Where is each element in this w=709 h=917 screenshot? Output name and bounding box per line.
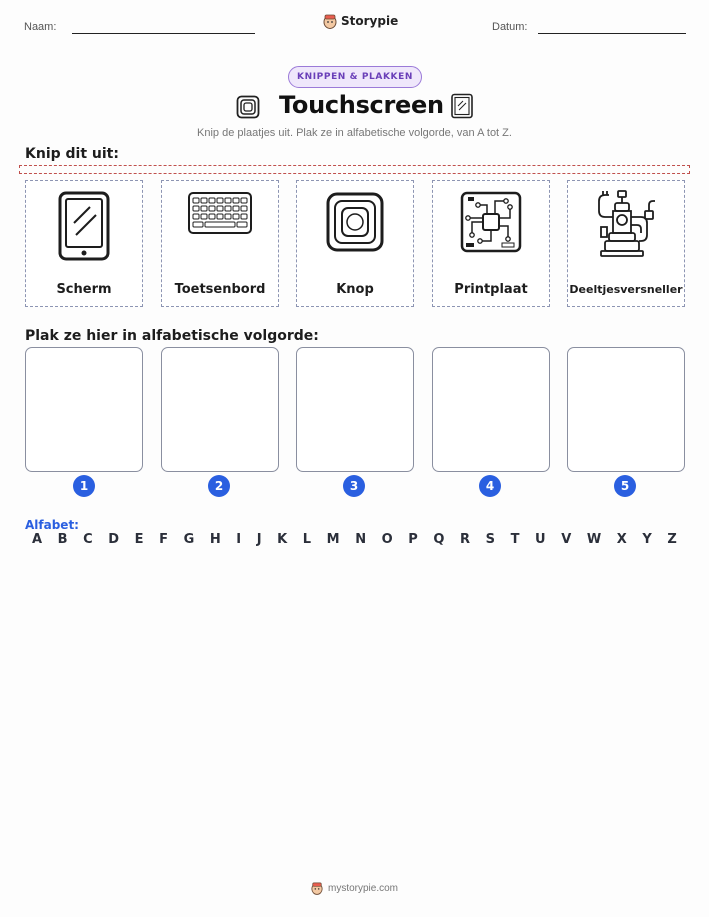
alphabet-letter: T <box>510 532 520 547</box>
instructions: Knip de plaatjes uit. Plak ze in alfabetische volgorde, van A tot Z. <box>197 127 512 139</box>
keyboard-icon <box>187 189 253 239</box>
alphabet-row <box>25 532 685 550</box>
card-label: Printplaat <box>454 282 528 297</box>
card-label: Scherm <box>56 282 112 297</box>
alphabet-letter: M <box>326 532 340 547</box>
alphabet-letter: F <box>159 532 168 547</box>
cut-card-knop[interactable] <box>296 180 414 307</box>
alphabet-letter: B <box>57 532 68 547</box>
brand-logo <box>323 13 398 29</box>
alphabet-letter: N <box>355 532 367 547</box>
alphabet-letter: Q <box>433 532 445 547</box>
alphabet-letter: L <box>302 532 312 547</box>
card-label: Knop <box>336 282 374 297</box>
alphabet-letter: P <box>408 532 418 547</box>
alphabet-letter: D <box>108 532 120 547</box>
button-icon <box>236 95 260 119</box>
slot-number-1: 1 <box>73 475 95 497</box>
alphabet-letter: E <box>134 532 144 547</box>
activity-badge: KNIPPEN & PLAKKEN <box>288 66 422 88</box>
alphabet-letter: K <box>277 532 288 547</box>
alphabet-letter: U <box>535 532 546 547</box>
slot-number-2: 2 <box>208 475 230 497</box>
cut-card-scherm[interactable] <box>25 180 143 307</box>
button-icon <box>325 191 385 253</box>
brand-name: Storypie <box>341 14 399 28</box>
alphabet-title: Alfabet: <box>25 518 79 532</box>
footer <box>0 881 709 895</box>
alphabet-letter: V <box>561 532 572 547</box>
paste-slot-1[interactable] <box>25 347 143 472</box>
alphabet-letter: W <box>586 532 602 547</box>
slot-number-3: 3 <box>343 475 365 497</box>
alphabet-letter: I <box>236 532 242 547</box>
alphabet-letter: R <box>460 532 471 547</box>
tablet-screen-icon <box>56 191 112 261</box>
alphabet-letter: G <box>183 532 195 547</box>
name-field[interactable] <box>72 33 255 34</box>
alphabet-letter: S <box>485 532 496 547</box>
footer-url[interactable]: mystorypie.com <box>327 882 398 894</box>
alphabet-letter: O <box>381 532 393 547</box>
slot-number-5: 5 <box>614 475 636 497</box>
paste-slot-5[interactable] <box>567 347 685 472</box>
storypie-mascot-icon <box>311 881 323 895</box>
alphabet-letter: C <box>83 532 93 547</box>
date-label: Datum: <box>492 21 528 33</box>
date-field[interactable] <box>538 33 686 34</box>
page-title: Touchscreen <box>279 91 444 119</box>
paste-slot-3[interactable] <box>296 347 414 472</box>
cut-card-toetsenbord[interactable] <box>161 180 279 307</box>
card-label: Toetsenbord <box>174 282 266 297</box>
storypie-mascot-icon <box>323 13 337 29</box>
particle-accelerator-icon <box>593 187 659 259</box>
alphabet-letter: J <box>256 532 262 547</box>
paste-slot-4[interactable] <box>432 347 550 472</box>
alphabet-letter: Y <box>642 532 652 547</box>
name-label: Naam: <box>24 21 57 33</box>
cut-line <box>19 165 690 174</box>
paste-slot-2[interactable] <box>161 347 279 472</box>
cut-card-deeltjesversneller[interactable] <box>567 180 685 307</box>
circuit-board-icon <box>460 191 522 253</box>
cut-card-printplaat[interactable] <box>432 180 550 307</box>
card-label: Deeltjesversneller <box>569 283 683 296</box>
alphabet-letter: Z <box>667 532 677 547</box>
tablet-icon <box>450 93 474 119</box>
alphabet-letter: H <box>209 532 221 547</box>
paste-heading: Plak ze hier in alfabetische volgorde: <box>25 328 319 344</box>
alphabet-letter: X <box>616 532 627 547</box>
alphabet-letter: A <box>32 532 43 547</box>
cut-heading: Knip dit uit: <box>25 146 119 162</box>
slot-number-4: 4 <box>479 475 501 497</box>
